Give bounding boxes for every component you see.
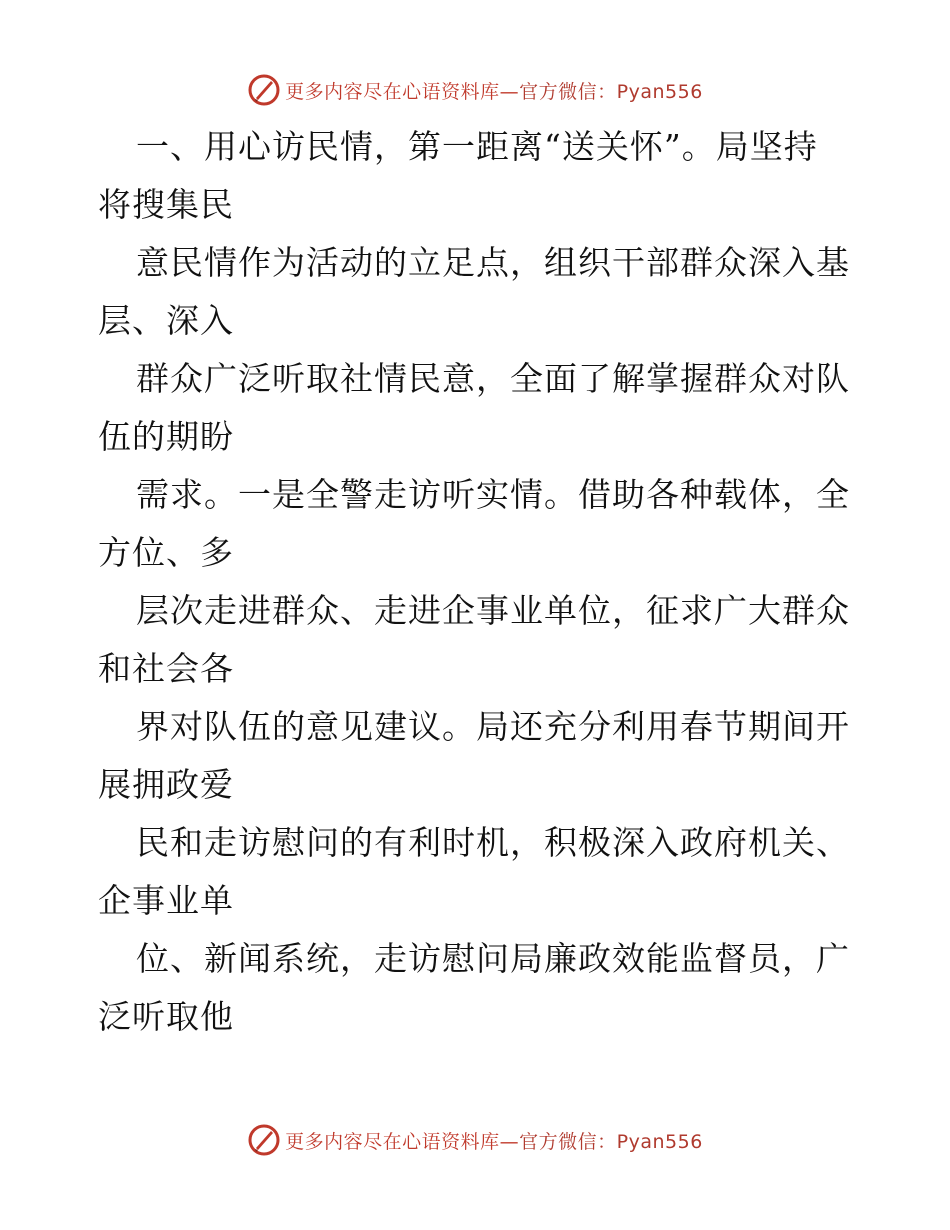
document-body	[98, 118, 858, 1046]
text-line: 一、用心访民情，第一距离“送关怀”。局坚持	[136, 127, 818, 166]
text-line: 方位、多	[98, 533, 234, 572]
text-line: 意民情作为活动的立足点，组织干部群众深入基	[136, 243, 850, 282]
footer-banner	[0, 1120, 950, 1160]
quill-logo-icon	[247, 1123, 281, 1157]
quill-logo-icon	[247, 73, 281, 107]
text-line: 群众广泛听取社情民意，全面了解掌握群众对队	[136, 359, 850, 398]
text-line: 民和走访慰问的有利时机，积极深入政府机关、	[136, 823, 850, 862]
text-line: 和社会各	[98, 649, 234, 688]
header-banner-text: 更多内容尽在心语资料库—官方微信：Pyan556	[285, 80, 703, 103]
text-line: 伍的期盼	[98, 417, 234, 456]
text-line: 需求。一是全警走访听实情。借助各种载体，全	[136, 475, 850, 514]
text-line: 层、深入	[98, 301, 234, 340]
text-line: 泛听取他	[98, 997, 234, 1036]
text-line: 层次走进群众、走进企事业单位，征求广大群众	[136, 591, 850, 630]
text-line: 将搜集民	[98, 185, 234, 224]
text-line: 界对队伍的意见建议。局还充分利用春节期间开	[136, 707, 850, 746]
footer-banner-text: 更多内容尽在心语资料库—官方微信：Pyan556	[285, 1130, 703, 1153]
text-line: 位、新闻系统，走访慰问局廉政效能监督员，广	[136, 939, 850, 978]
text-line: 展拥政爱	[98, 765, 234, 804]
header-banner	[0, 70, 950, 110]
text-line: 企事业单	[98, 881, 234, 920]
